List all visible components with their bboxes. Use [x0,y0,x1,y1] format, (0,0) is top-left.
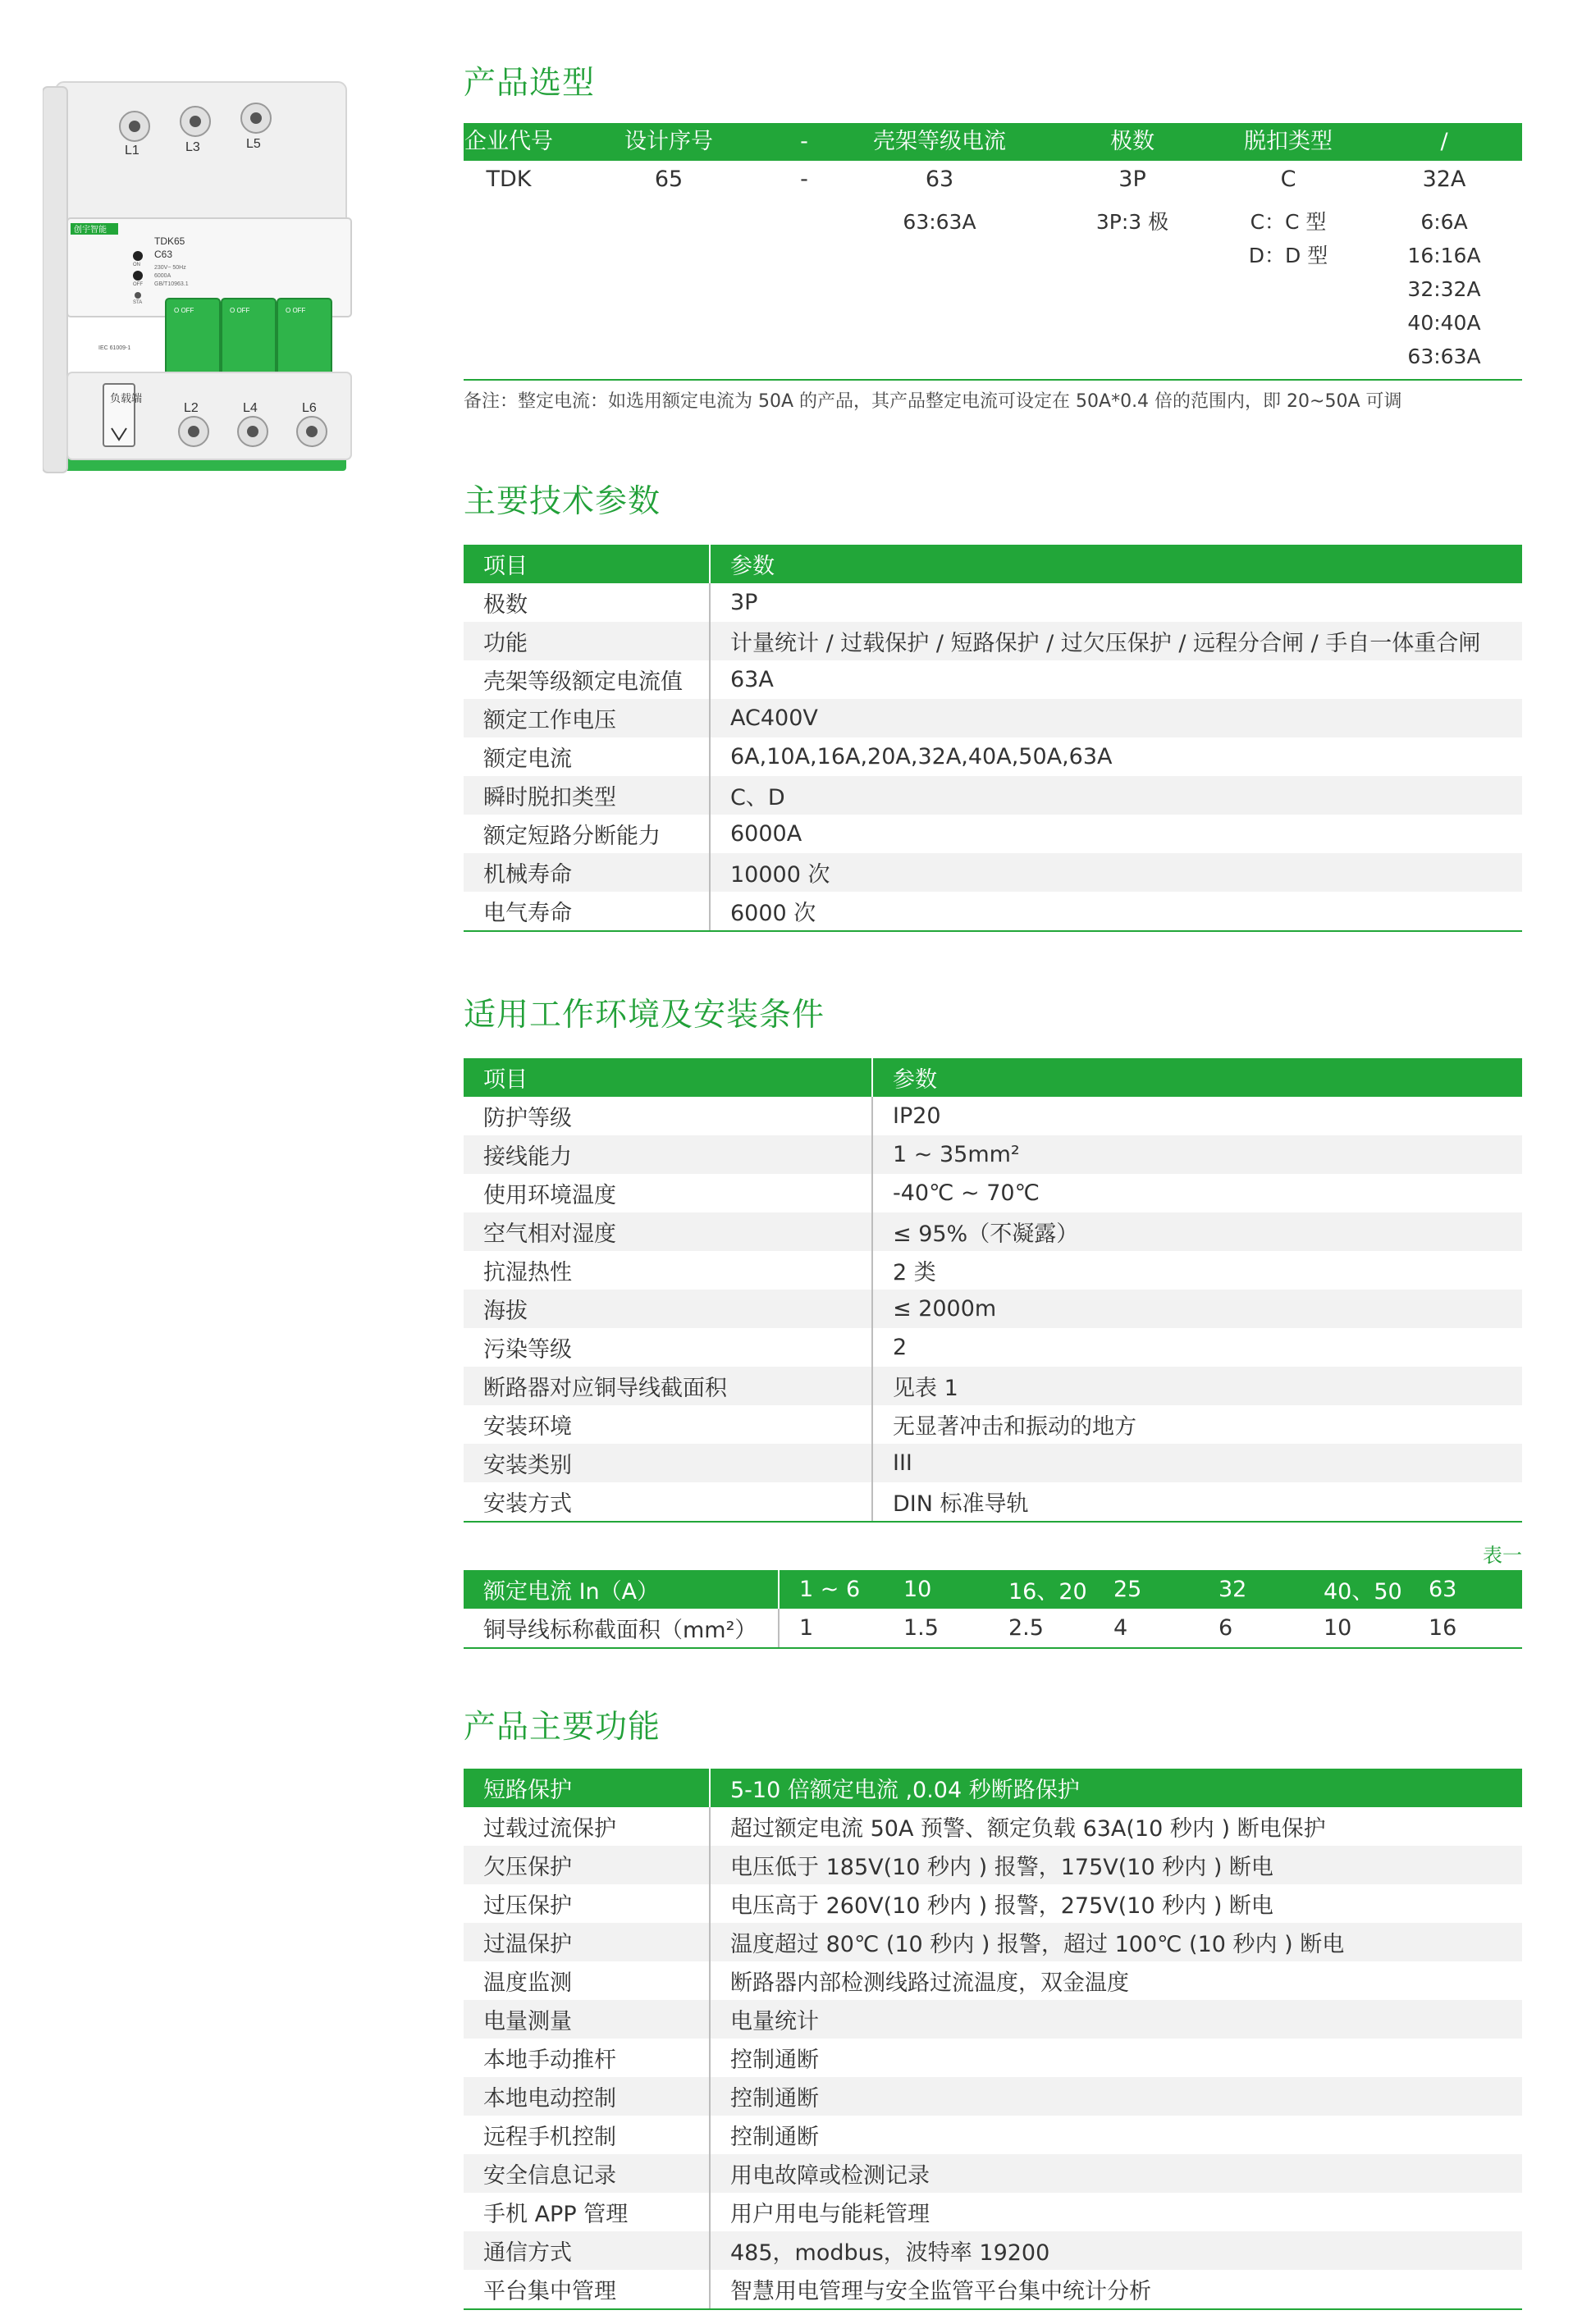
terminal-label: L3 [185,140,200,154]
func-value: 温度超过 80℃ (10 秒内 ) 报警，超过 100℃ (10 秒内 ) 断电 [710,1923,1522,1961]
tech-value: 6000A [730,821,802,847]
section-title-functions: 产品主要功能 [464,1709,661,1746]
brand-label: 创宇智能 [74,226,107,235]
selection-value-cell: 63 [925,167,954,192]
terminal-label: L6 [302,401,317,415]
table1-area: 1.5 [884,1609,989,1648]
func-item: 过载过流保护 [464,1807,710,1846]
table-row [464,1328,1522,1367]
table-row [464,1174,1522,1212]
env-header-cell: 项目 [464,1058,872,1097]
func-item: 远程手机控制 [464,2116,710,2154]
current-option: 40:40A [1407,311,1481,335]
table-row [464,1807,1522,1846]
current-options [1366,205,1522,373]
env-value: 2 类 [893,1260,936,1285]
func-item: 手机 APP 管理 [464,2193,710,2231]
indicator-label: STA [133,300,143,305]
product-image [43,62,363,489]
table-row [464,1923,1522,1961]
pole-option: 3P:3 极 [1095,210,1169,234]
env-table [464,1058,1522,1523]
selection-table [464,123,1522,412]
standard-label: IEC 61009-1 [98,345,131,351]
tech-value: 10000 次 [710,853,1522,892]
env-value: 无显著冲击和振动的地方 [893,1414,1136,1440]
table-row [464,853,1522,892]
func-item: 电量测量 [464,2000,710,2039]
table1-header-label: 额定电流 In（A） [464,1570,779,1609]
tech-item: 额定工作电压 [464,699,710,737]
table-row [464,1609,1522,1648]
func-value: 电压高于 260V(10 秒内 ) 报警，275V(10 秒内 ) 断电 [730,1893,1273,1919]
table-row [464,2000,1522,2039]
func-value: 电量统计 [710,2000,1522,2039]
selection-value-cell: TDK [486,167,532,192]
current-option: 63:63A [1407,345,1481,368]
tech-header-cell: 项目 [464,545,710,583]
tech-value: 63A [730,667,774,692]
selection-value-cell: C [1280,167,1296,192]
load-label: 负载端 [110,393,143,405]
env-value: III [872,1444,1522,1482]
table-row [464,1367,1522,1405]
selection-header-cell: 设计序号 [624,129,713,154]
table-row [464,2231,1522,2270]
trip-option: D：D 型 [1248,244,1328,267]
tech-value: 6A,10A,16A,20A,32A,40A,50A,63A [730,744,1113,769]
table-row [464,1482,1522,1522]
table-row [464,1444,1522,1482]
selection-value-cell: 65 [654,167,684,192]
selection-value-cell: 32A [1422,167,1466,192]
func-item: 本地电动控制 [464,2077,710,2116]
tech-table [464,545,1522,932]
tech-value: 6000 次 [710,892,1522,931]
func-value: 电压低于 185V(10 秒内 ) 报警，175V(10 秒内 ) 断电 [710,1846,1522,1884]
env-value: IP20 [893,1103,941,1129]
table1-current: 16、20 [989,1570,1094,1609]
env-item: 防护等级 [464,1097,872,1135]
table-row [464,1097,1522,1135]
func-value: 用电故障或检测记录 [710,2154,1522,2193]
selection-header-cell: / [1440,129,1448,154]
table-row [464,2039,1522,2077]
indicator-label: ON [133,263,140,267]
selection-value-row [464,161,1522,199]
env-item: 抗湿热性 [464,1251,872,1290]
tech-header-row [464,545,1522,583]
selection-header-cell: 脱扣类型 [1244,129,1333,154]
section-title-tech: 主要技术参数 [464,483,661,520]
selection-header-cell: 壳架等级电流 [873,129,1006,154]
switch-label: O OFF [174,307,194,314]
tech-item: 额定短路分断能力 [464,815,710,853]
tech-item: 机械寿命 [464,853,710,892]
switch-label: O OFF [230,307,250,314]
table1-area: 6 [1199,1609,1304,1648]
func-item: 短路保护 [464,1769,710,1807]
func-value: 用户用电与能耗管理 [730,2202,930,2227]
table-row [464,1405,1522,1444]
tech-value: C、D [710,776,1522,815]
table1-area: 1 [779,1609,884,1648]
table1-current: 10 [884,1570,989,1609]
table-row [464,1212,1522,1251]
func-value: 控制通断 [730,2048,819,2073]
terminal-label: L1 [125,144,139,158]
table-row [464,776,1522,815]
table1-current: 40、50 [1304,1570,1409,1609]
env-item: 安装类别 [464,1444,872,1482]
table-row [464,2116,1522,2154]
table-row [464,1961,1522,2000]
trip-options [1210,205,1366,272]
table-row [464,737,1522,776]
func-item: 欠压保护 [464,1846,710,1884]
table-row [464,1135,1522,1174]
env-value: -40℃ ~ 70℃ [893,1180,1040,1206]
tech-item: 功能 [464,622,710,660]
table1-area: 2.5 [989,1609,1094,1648]
env-item: 空气相对湿度 [464,1212,872,1251]
frame-options [825,205,1054,239]
env-value: ≤ 2000m [872,1290,1522,1328]
selection-header-cell: 极数 [1110,129,1154,154]
table1-area: 16 [1409,1609,1522,1648]
env-value: DIN 标准导轨 [872,1482,1522,1522]
func-item: 过压保护 [464,1884,710,1923]
trip-option: C：C 型 [1250,210,1327,234]
table1-header-row [464,1570,1522,1609]
table-row [464,1769,1522,1807]
spec-small: GB/T10963.1 [154,281,189,287]
terminal-label: L5 [246,137,261,151]
table-row [464,622,1522,660]
env-header-row [464,1058,1522,1097]
env-item: 安装方式 [464,1482,872,1522]
env-header-cell: 参数 [872,1058,1522,1097]
env-value: 1 ~ 35mm² [872,1135,1522,1174]
env-value: ≤ 95%（不凝露） [872,1212,1522,1251]
env-item: 断路器对应铜导线截面积 [464,1367,872,1405]
tech-value: 计量统计 / 过载保护 / 短路保护 / 过欠压保护 / 远程分合闸 / 手自一体重合闸 [710,622,1522,660]
tech-value: 3P [730,590,758,615]
func-item: 平台集中管理 [464,2270,710,2309]
table-row [464,699,1522,737]
current-option: 16:16A [1407,244,1481,267]
env-value: 2 [893,1335,908,1360]
spec-small: 6000A [154,273,171,279]
spec-small: 230V~ 50Hz [154,265,186,271]
table-row [464,583,1522,622]
env-value: 见表 1 [872,1367,1522,1405]
func-value: 超过额定电流 50A 预警、额定负载 63A(10 秒内 ) 断电保护 [730,1816,1326,1842]
tech-item: 电气寿命 [464,892,710,931]
table1-current: 25 [1094,1570,1199,1609]
indicator-label: OFF [133,282,143,287]
func-value: 智慧用电管理与安全监管平台集中统计分析 [710,2270,1522,2309]
rating-label: C63 [154,249,173,260]
table-row [464,1884,1522,1923]
functions-table [464,1769,1522,2310]
func-value: 断路器内部检测线路过流温度，双金温度 [730,1970,1129,1996]
table1-label: 表一 [1483,1544,1522,1567]
selection-value-cell: 3P [1118,167,1146,192]
table-row [464,2077,1522,2116]
table1-current: 32 [1199,1570,1304,1609]
env-item: 海拔 [464,1290,872,1328]
func-value: 控制通断 [710,2077,1522,2116]
table1-current: 1 ~ 6 [779,1570,884,1609]
selection-divider [464,379,1522,381]
env-item: 使用环境温度 [464,1174,872,1212]
section-title-env: 适用工作环境及安装条件 [464,997,825,1034]
selection-header-row [464,123,1522,161]
pole-options [1054,205,1210,239]
func-value: 485，modbus，波特率 19200 [710,2231,1522,2270]
switch-label: O OFF [286,307,306,314]
tech-header-cell: 参数 [710,545,1522,583]
table-row [464,2154,1522,2193]
table1-area: 10 [1304,1609,1409,1648]
current-option: 6:6A [1420,210,1468,234]
selection-header-cell: 企业代号 [464,129,553,154]
tech-value: AC400V [710,699,1522,737]
table-row [464,660,1522,699]
func-item: 通信方式 [464,2231,710,2270]
table-row [464,2193,1522,2231]
frame-option: 63:63A [903,210,976,234]
table-row [464,1846,1522,1884]
tech-item: 极数 [464,583,710,622]
selection-header-cell: - [800,129,808,154]
terminal-label: L2 [184,401,199,415]
env-item: 安装环境 [464,1405,872,1444]
tech-item: 壳架等级额定电流值 [464,660,710,699]
section-title-selection: 产品选型 [464,65,596,102]
table-row [464,815,1522,853]
func-item: 温度监测 [464,1961,710,2000]
func-value: 5-10 倍额定电流 ,0.04 秒断路保护 [710,1769,1522,1807]
env-item: 污染等级 [464,1328,872,1367]
selection-value-cell: - [800,167,808,192]
func-value: 控制通断 [730,2125,819,2150]
table-row [464,1290,1522,1328]
func-item: 过温保护 [464,1923,710,1961]
selection-note: 备注：整定电流：如选用额定电流为 50A 的产品，其产品整定电流可设定在 50A*0.4 倍的范围内，即 20~50A 可调 [464,391,1402,412]
terminal-label: L4 [243,401,258,415]
table1-current: 63 [1409,1570,1522,1609]
model-label: TDK65 [154,235,185,247]
func-item: 安全信息记录 [464,2154,710,2193]
table1-row-label: 铜导线标称截面积（mm²） [464,1609,779,1648]
table1-area: 4 [1094,1609,1199,1648]
table-row [464,1251,1522,1290]
table1 [464,1570,1522,1649]
tech-item: 瞬时脱扣类型 [464,776,710,815]
table-row [464,892,1522,931]
env-item: 接线能力 [464,1135,872,1174]
tech-item: 额定电流 [464,737,710,776]
current-option: 32:32A [1407,277,1481,301]
table-row [464,2270,1522,2309]
func-item: 本地手动推杆 [464,2039,710,2077]
